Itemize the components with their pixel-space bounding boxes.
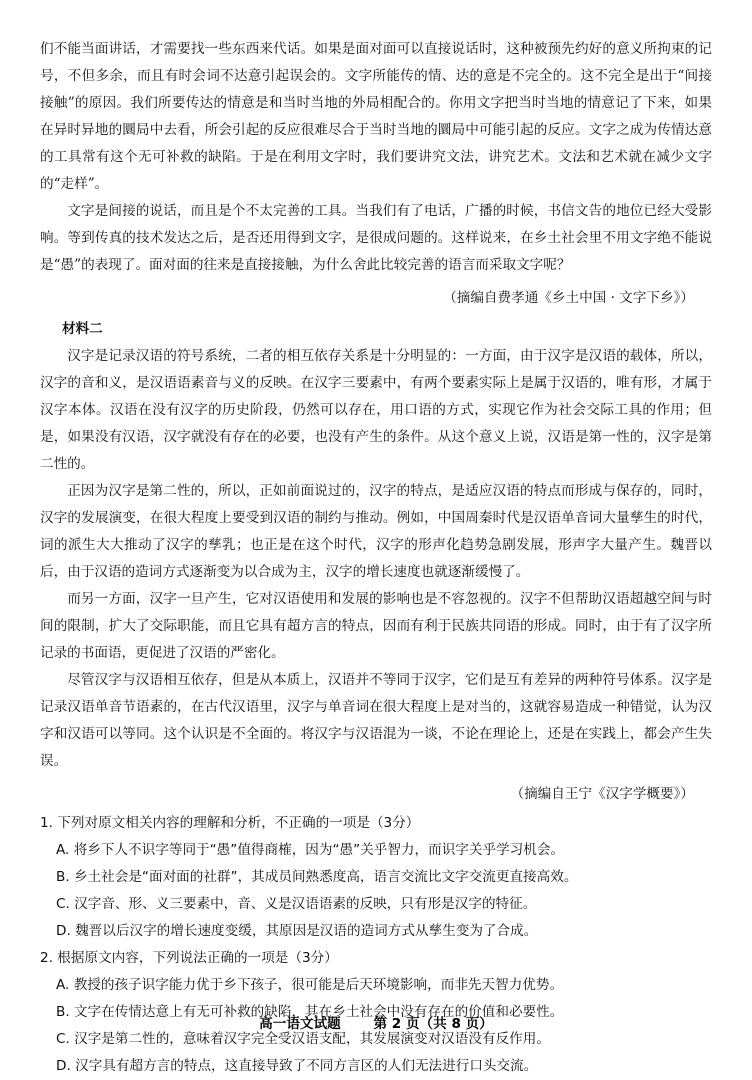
paragraph: 而另一方面，汉字一旦产生，它对汉语使用和发展的影响也是不容忽视的。汉字不但帮助汉语超越空间与时间的限制，扩大了交际职能，而且它具有超方言的特点，因而有利于民族共同语的形成。同时，由于有了汉字所记录的书面语，更促进了汉语的严密化。 (40, 591, 712, 661)
paragraph: 汉字是记录汉语的符号系统，二者的相互依存关系是十分明显的：一方面，由于汉字是汉语的载体，所以，汉字的音和义，是汉语语素音与义的反映。在汉字三要素中，有两个要素实际上是属于汉语的，唯有形，才属于汉字本体。汉语在没有汉字的历史阶段，仍然可以存在，用口语的方式，实现它作为社会交际工具的作用；但是，如果没有汉语，汉字就没有存在的必要，也没有产生的条件。从这个意义上说，汉语是第一性的，汉字是第二性的。 (40, 348, 712, 472)
page-footer (0, 1012, 752, 1032)
question-stem: 1. 下列对原文相关内容的理解和分析，不正确的一项是（3分） (40, 815, 420, 831)
option-d: D. 魏晋以后汉字的增长速度变缓，其原因是汉语的造词方式从孳生变为了合成。 (56, 923, 538, 939)
option-d: D. 汉字具有超方言的特点，这直接导致了不同方言区的人们无法进行口头交流。 (56, 1058, 538, 1074)
option-a: A. 教授的孩子识字能力优于乡下孩子，很可能是后天环境影响，而非先天智力优势。 (56, 977, 564, 993)
option-c: C. 汉字音、形、义三要素中，音、义是汉语语素的反映，只有形是汉字的特征。 (56, 896, 537, 912)
paragraph: 们不能当面讲话，才需要找一些东西来代话。如果是面对面可以直接说话时，这种被预先约好的意义所拘束的记号，不但多余，而且有时会词不达意引起误会的。文字所能传的情、达的意是不完全的。这不完全是出于“间接接触”的原因。我们所要传达的情意是和当时当地的外局相配合的。你用文字把当时当地的情意记了下来，如果在异时异地的圜局中去看，所会引起的反应很难尽合于当时当地的圜局中可能引起的反应。文字之成为传情达意的工具常有这个无可补救的缺陷。于是在利用文字时，我们要讲究文法，讲究艺术。文法和艺术就在减少文字的“走样”。 (40, 41, 712, 192)
source-citation: （摘编自王宁《汉字学概要》） (510, 786, 694, 802)
option-b: B. 文字在传情达意上有无可补救的缺陷，其在乡土社会中没有存在的价值和必要性。 (56, 1004, 564, 1020)
footer-page-number: 第 2 页（共 8 页） (373, 1016, 493, 1032)
source-citation: （摘编自费孝通《乡土中国 · 文字下乡》） (443, 290, 694, 306)
paragraph: 文字是间接的说话，而且是个不太完善的工具。当我们有了电话，广播的时候，书信文告的地位已经大受影响。等到传真的技术发达之后，是否还用得到文字，是很成问题的。这样说来，在乡土社会里不用文字绝不能说是“愚”的表现了。面对面的往来是直接接触，为什么舍此比较完善的语言而采取文字呢？ (40, 203, 712, 273)
paragraph: 尽管汉字与汉语相互依存，但是从本质上，汉语并不等同于汉字，它们是互有差异的两种符号体系。汉字是记录汉语单音节语素的，在古代汉语里，汉字与单音词在很大程度上是对当的，这就容易造成一种错觉，认为汉字和汉语可以等同。这个认识是不全面的。将汉字与汉语混为一谈，不论在理论上，还是在实践上，都会产生失误。 (40, 672, 712, 769)
footer-title: 高一语文试题 (259, 1016, 341, 1032)
option-b: B. 乡土社会是“面对面的社群”，其成员间熟悉度高，语言交流比文字交流更直接高效。 (56, 869, 578, 885)
paragraph: 正因为汉字是第二性的，所以，正如前面说过的，汉字的特点，是适应汉语的特点而形成与保存的，同时，汉字的发展演变，在很大程度上要受到汉语的制约与推动。例如，中国周秦时代是汉语单音词大量孳生的时代，词的派生大大推动了汉字的孳乳；也正是在这个时代，汉字的形声化趋势急剧发展，形声字大量产生。魏晋以后，由于汉语的造词方式逐渐变为以合成为主，汉字的增长速度也就逐渐缓慢了。 (40, 483, 712, 580)
option-a: A. 将乡下人不识字等同于“愚”值得商榷，因为“愚”关乎智力，而识字关乎学习机会。 (56, 842, 565, 858)
question-stem: 2. 根据原文内容，下列说法正确的一项是（3分） (40, 950, 338, 966)
option-c: C. 汉字是第二性的，意味着汉字完全受汉语支配，其发展演变对汉语没有反作用。 (56, 1031, 550, 1047)
section-heading: 材料二 (62, 321, 103, 337)
question-1 (40, 810, 712, 945)
